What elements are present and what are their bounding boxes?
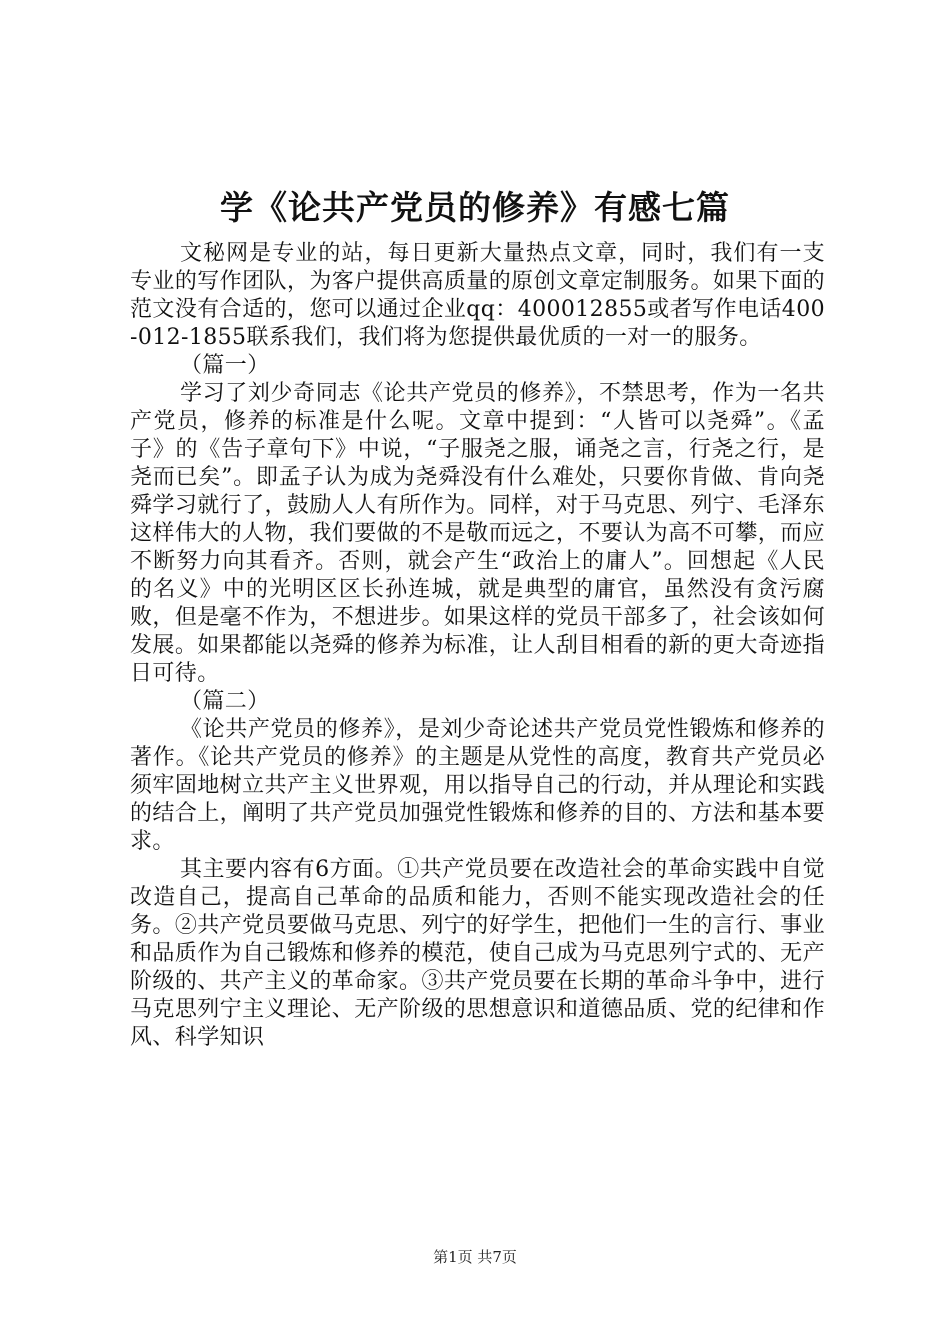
document-body bbox=[130, 240, 825, 1052]
document-title: 学《论共产党员的修养》有感七篇 bbox=[220, 188, 730, 227]
section-heading-1: （篇一） bbox=[180, 353, 270, 378]
section-2-paragraph-1: 《论共产党员的修养》，是刘少奇论述共产党员党性锻炼和修养的著作。《论共产党员的修养》的主题是从党性的高度，教育共产党员必须牢固地树立共产主义世界观，用以指导自己的行动，并从理论和实践的结合上，阐明了共产党员加强党性锻炼和修养的目的、方法和基本要求。 bbox=[130, 717, 825, 854]
page-footer: 第1页 共7页 bbox=[433, 1248, 517, 1266]
section-1-paragraph: 学习了刘少奇同志《论共产党员的修养》，不禁思考，作为一名共产党员，修养的标准是什么呢。文章中提到：“人皆可以尧舜”。《孟子》的《告子章句下》中说，“子服尧之服，诵尧之言，行尧之行，是尧而已矣”。即孟子认为成为尧舜没有什么难处，只要你肯做、肯向尧舜学习就行了，鼓励人人有所作为。同样，对于马克思、列宁、毛泽东这样伟大的人物，我们要做的不是敬而远之，不要认为高不可攀，而应不断努力向其看齐。否则，就会产生“政治上的庸人”。回想起《人民的名义》中的光明区区长孙连城，就是典型的庸官，虽然没有贪污腐败，但是毫不作为，不想进步。如果这样的党员干部多了，社会该如何发展。如果都能以尧舜的修养为标准，让人刮目相看的新的更大奇迹指日可待。 bbox=[130, 381, 825, 686]
section-2-paragraph-2: 其主要内容有6方面。①共产党员要在改造社会的革命实践中自觉改造自己，提高自己革命的品质和能力，否则不能实现改造社会的任务。②共产党员要做马克思、列宁的好学生，把他们一生的言行、事业和品质作为自己锻炼和修养的模范，使自己成为马克思列宁式的、无产阶级的、共产主义的革命家。③共产党员要在长期的革命斗争中，进行马克思列宁主义理论、无产阶级的思想意识和道德品质、党的纪律和作风、科学知识 bbox=[130, 857, 825, 1050]
section-heading-2: （篇二） bbox=[180, 689, 270, 714]
intro-paragraph: 文秘网是专业的站，每日更新大量热点文章，同时，我们有一支专业的写作团队，为客户提供高质量的原创文章定制服务。如果下面的范文没有合适的，您可以通过企业qq：400012855或者写作电话400-012-1855联系我们，我们将为您提供最优质的一对一的服务。 bbox=[130, 241, 825, 350]
